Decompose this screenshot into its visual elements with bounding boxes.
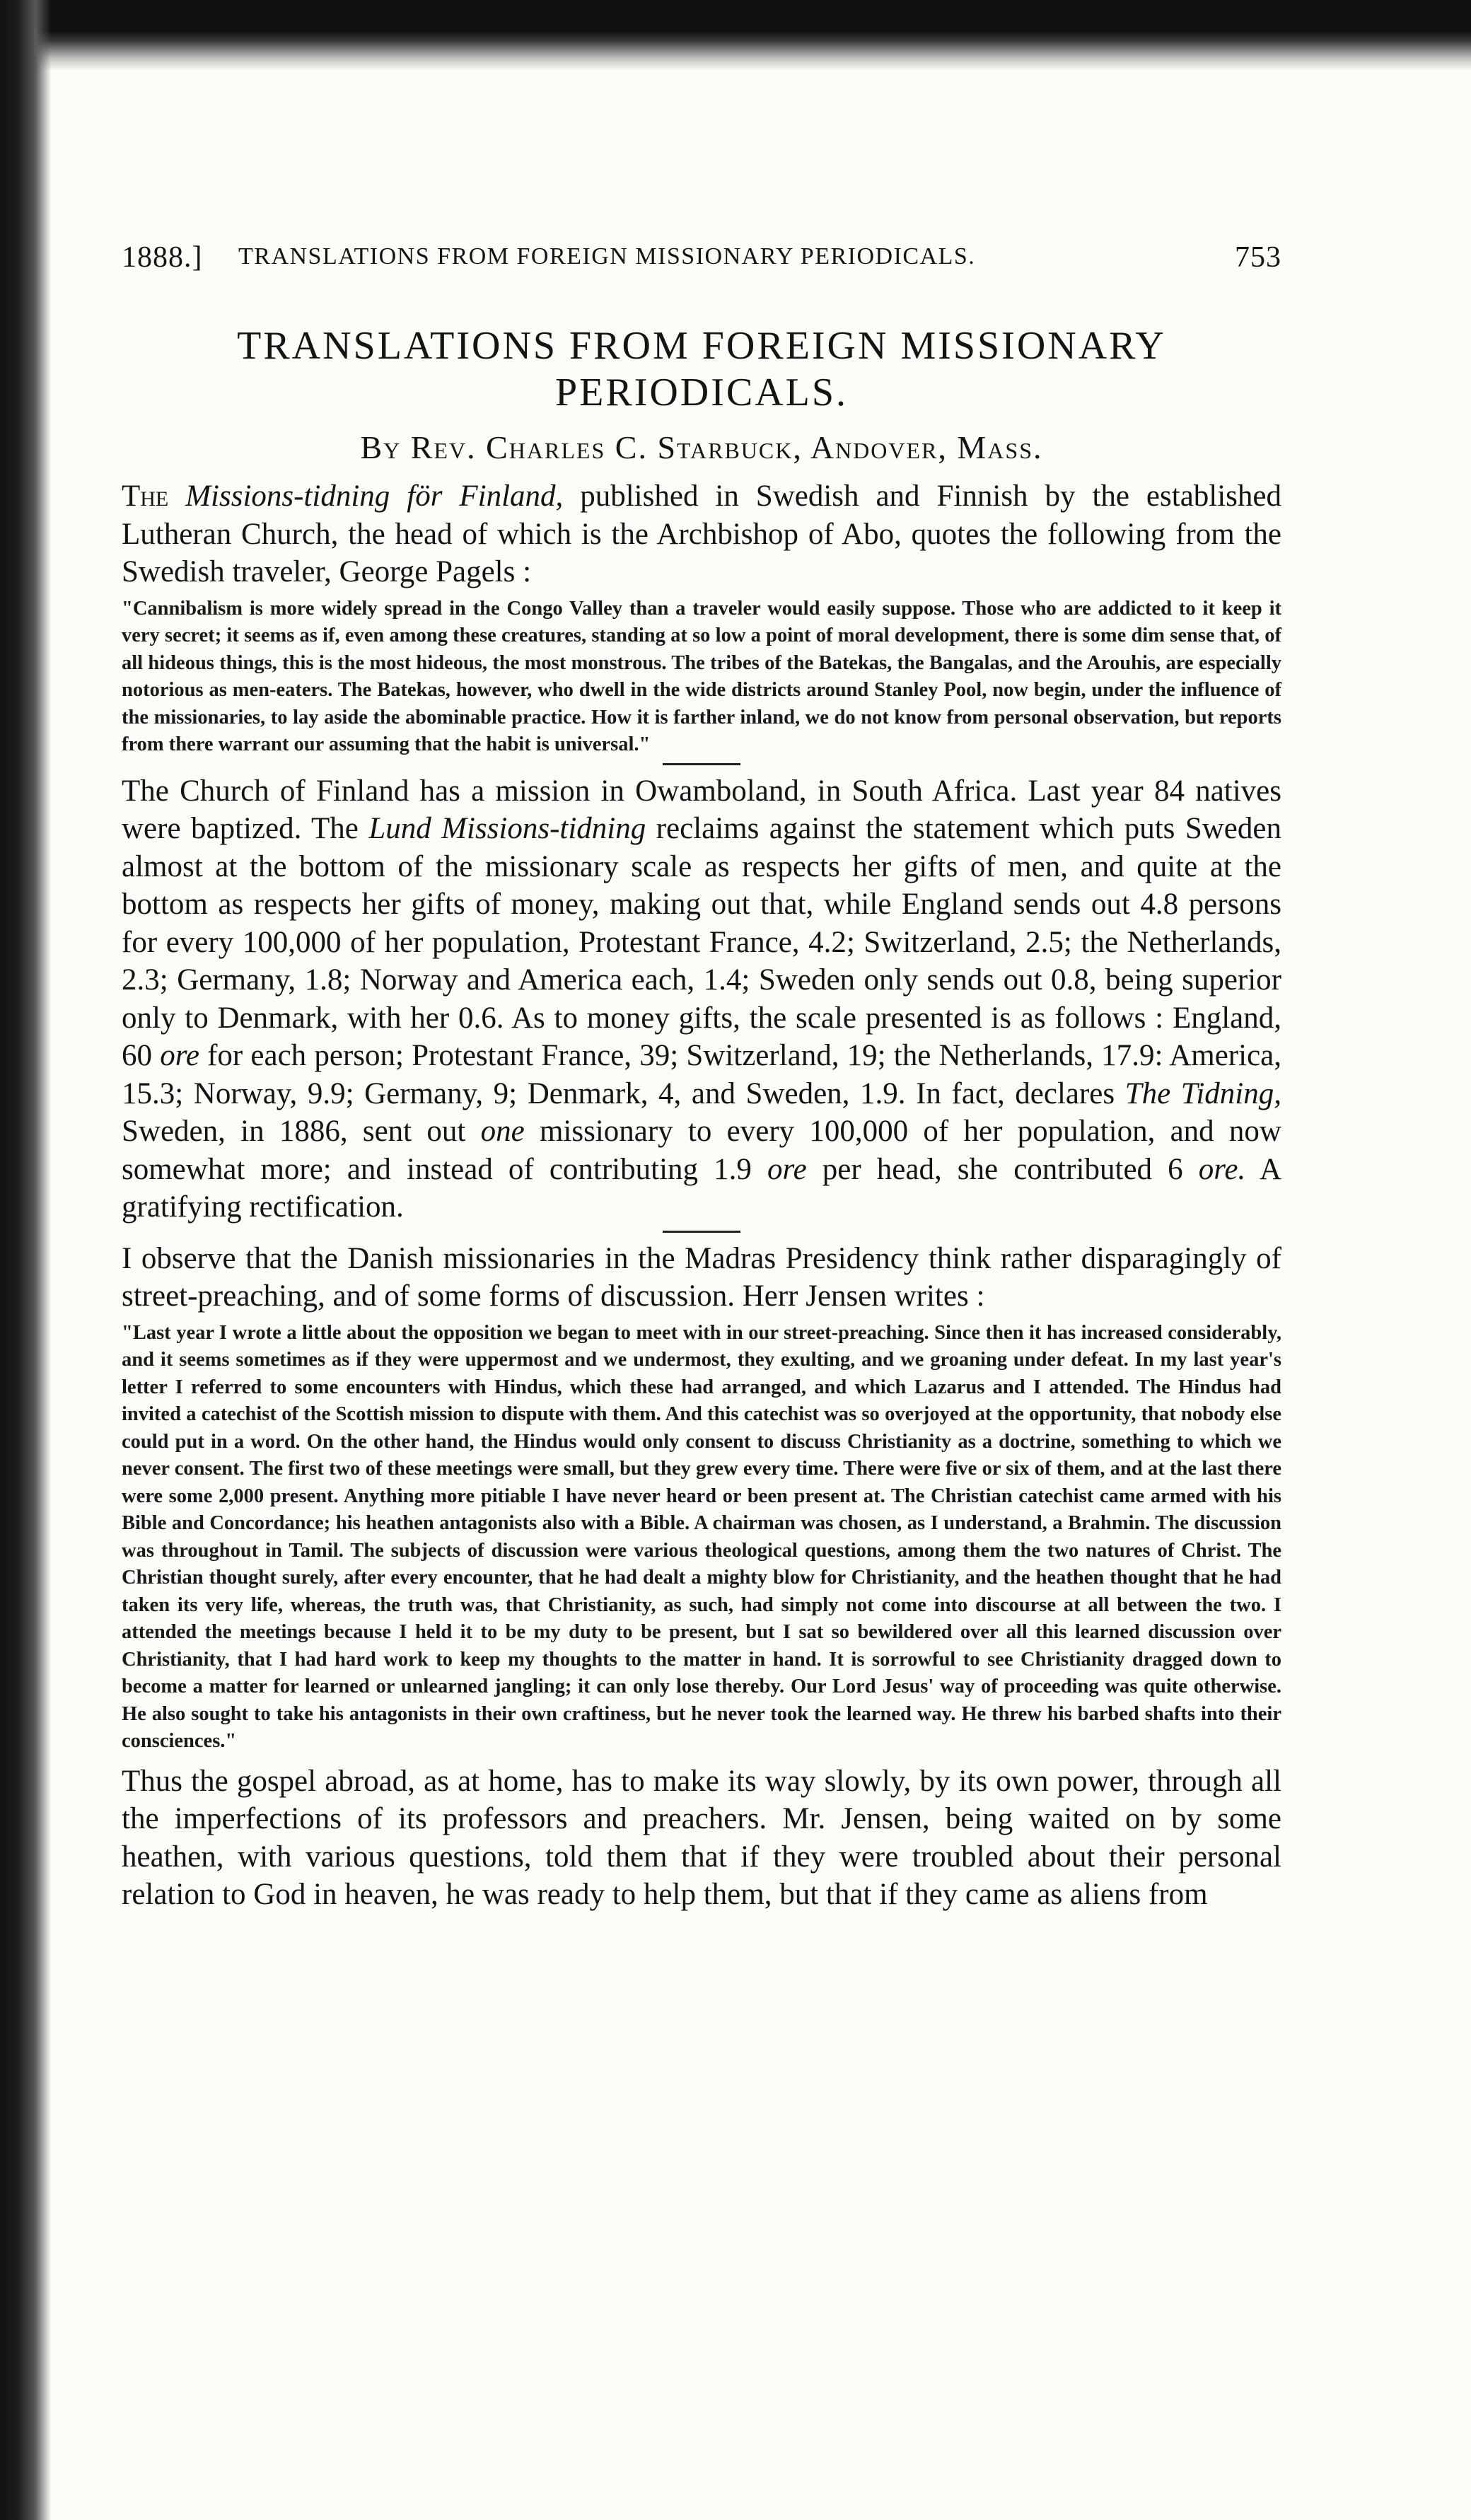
paragraph-finland — [122, 772, 1281, 1226]
paragraph-intro-text: published in Swedish and Finnish by the established Lutheran Church, the head of which is the Archbishop of Abo, quotes the following from the Swedish traveler, George Pagels : — [122, 480, 1281, 588]
article-title-line-1: TRANSLATIONS FROM FOREIGN MISSIONARY — [237, 324, 1166, 368]
paragraph-finland-text-2: reclaims against the statement which puts Sweden almost at the bottom of the missionary scale as respects her gifts of men, and quite at the bottom as respects her gifts of money, making out that, while England sends out 4.8 persons for every 100,000 of her population, Protestant France, 4.2; Switzerland, 2.5; the Netherlands, 2.3; Germany, 1.8; Norway and America each, 1.4; Sweden only sends out 0.8, being superior only to Denmark, with her 0.6. As to money gifts, the scale presented is as follows : England, 60 — [122, 812, 1281, 1072]
running-head — [122, 233, 1281, 279]
running-head-title: TRANSLATIONS FROM FOREIGN MISSIONARY PERIODICALS. — [238, 243, 976, 269]
quote-cannibalism: "Cannibalism is more widely spread in the Congo Valley than a traveler would easily suppose. Those who are addicted to it keep it very secret; it seems as if, even among these creatures, standing at so low a point of moral development, there is some dim sense that, of all hideous things, this is the most hideous, the most monstrous. The tribes of the Batekas, the Bangalas, and the Arouhis, are especially notorious as men-eaters. The Batekas, however, who dwell in the wide districts around Stanley Pool, now begin, under the influence of the missionaries, to lay aside the abominable practice. How it is farther inland, we do not know from personal observation, but reports from there warrant our assuming that the habit is universal." — [122, 597, 1281, 755]
paragraph-finland-text-5: missionary to every 100,000 of her population, and now somewhat more; and instead of contributing 1.9 — [122, 1115, 1281, 1186]
paragraph-danish: I observe that the Danish missionaries in the Madras Presidency think rather disparagingly of street-preaching, and of some forms of discussion. Herr Jensen writes : — [122, 1241, 1281, 1313]
paragraph-finland-text-6: per head, she contributed 6 — [806, 1152, 1199, 1186]
ore-term-3: ore. — [1198, 1152, 1246, 1186]
page-number: 753 — [1235, 241, 1281, 274]
paragraph-finland-text-3: for each person; Protestant France, 39; Switzerland, 19; the Netherlands, 17.9: America, 15.3; Norway, 9.9; Germany, 9; Denmark, 4, and Sweden, 1.9. In fact, declares — [122, 1039, 1281, 1110]
lund-journal-title: Lund Missions-tidning — [368, 812, 646, 845]
section-divider-2 — [663, 1231, 740, 1233]
ore-term-1: ore — [160, 1039, 199, 1072]
article-title — [122, 323, 1281, 416]
document-page — [122, 233, 1281, 1914]
quote-jensen: "Last year I wrote a little about the opposition we began to meet with in our street-preaching. Since then it has increased considerably, and it seems sometimes as if they were uppermost and we undermost, they exulting, and we groaning under defeat. In my last year's letter I referred to some encounters with Hindus, which these had arranged, and which Lazarus and I attended. The Hindus had invited a catechist of the Scottish mission to dispute with them. And this catechist was so overjoyed at the opportunity, that nobody else could put in a word. On the other hand, the Hindus would only consent to discuss Christianity as a doctrine, something to which we never consent. The first two of these meetings were small, but they grew every time. There were five or six of them, and at the last there were some 2,000 present. Anything more pitiable I have never heard or been present at. The Christian catechist came armed with his Bible and Concordance; his heathen antagonists also with a Bible. A chairman was chosen, as I understand, a Brahmin. The discussion was throughout in Tamil. The subjects of discussion were various theological questions, among them the two natures of Christ. The Christian thought surely, after every encounter, that he had dealt a mighty blow for Christianity, and the heathen thought that he had taken its very life, whereas, the truth was, that Christianity, as such, had simply not come into discourse at all between the two. I attended the meetings because I held it to be my duty to be present, but I sat so bewildered over all this learned discussion over Christianity, that I had hard work to keep my thoughts to the matter in hand. It is sorrowful to see Christianity dragged down to become a matter for learned or unlearned jangling; it can only lose thereby. Our Lord Jesus' way of proceeding was quite otherwise. He also sought to take his antagonists in their own craftiness, but he never took the learned way. He threw his barbed shafts into their consciences." — [122, 1321, 1281, 1752]
section-divider-1 — [663, 763, 740, 765]
scan-shadow-top — [0, 0, 1471, 71]
paragraph-intro — [122, 477, 1281, 591]
emphasis-one: one — [480, 1115, 525, 1148]
paragraph-finland-text-7: A gratifying rectification. — [122, 1152, 1281, 1224]
byline: By Rev. Charles C. Starbuck, Andover, Mass. — [360, 429, 1043, 465]
ore-term-2: ore — [767, 1152, 807, 1186]
paragraph-finland-text-1: The Church of Finland has a mission in Owamboland, in South Africa. Last year 84 natives were baptized. The — [122, 774, 1281, 845]
tidning-title: The Tidning, — [1124, 1076, 1281, 1110]
scan-shadow-left — [0, 0, 51, 2520]
journal-title: Missions-tidning för Finland, — [185, 480, 564, 513]
paragraph-gospel: Thus the gospel abroad, as at home, has to make its way slowly, by its own power, through all the imperfections of its professors and preachers. Mr. Jensen, being waited on by some heathen, with various questions, told them that if they were troubled about their personal relation to God in heaven, he was ready to help them, but that if they came as aliens from — [122, 1764, 1281, 1911]
article-title-line-2: PERIODICALS. — [554, 371, 849, 414]
paragraph-intro-lead: The — [122, 480, 169, 513]
paragraph-finland-text-4: Sweden, in 1886, sent out — [122, 1115, 481, 1148]
running-head-year: 1888.] — [122, 241, 203, 274]
